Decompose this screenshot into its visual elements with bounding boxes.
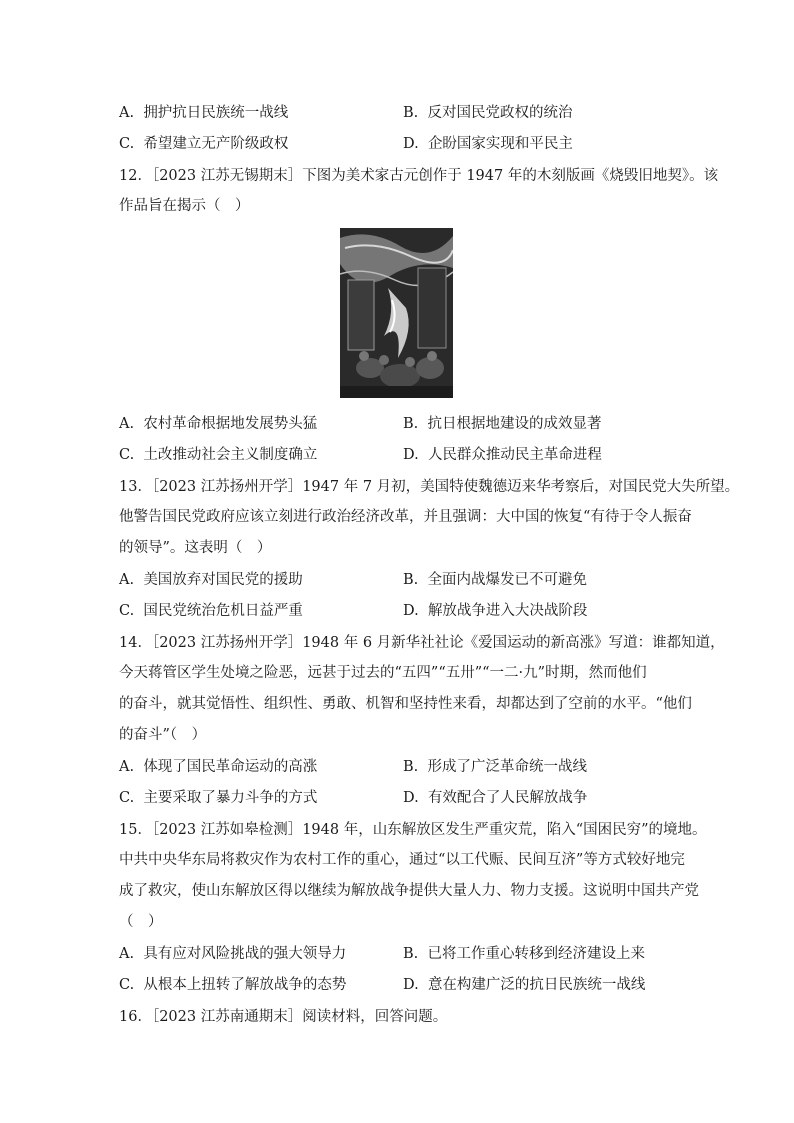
q11-option-b[interactable]: B. 反对国民党政权的统治: [403, 105, 573, 121]
q13-stem-line2: 他警告国民党政府应该立刻进行政治经济改革，并且强调：大中国的恢复“有待于令人振奋: [119, 509, 692, 525]
q14-option-a[interactable]: A. 体现了国民革命运动的高涨: [119, 759, 318, 775]
q12-option-d[interactable]: D. 人民群众推动民主革命进程: [403, 447, 602, 463]
q14-stem-line3: 的奋斗，就其觉悟性、组织性、勇敢、机智和坚持性来看，却都达到了空前的水平。“他们: [119, 696, 692, 712]
q15-option-b[interactable]: B. 已将工作重心转移到经济建设上来: [403, 946, 645, 962]
q14-option-b[interactable]: B. 形成了广泛革命统一战线: [403, 759, 587, 775]
q14-stem-line1: 14．［2023 江苏扬州开学］1948 年 6 月新华社社论《爱国运动的新高涨》写道：谁都知道，: [119, 635, 725, 651]
q15-option-a[interactable]: A. 具有应对风险挑战的强大领导力: [119, 946, 347, 962]
q13-option-d[interactable]: D. 解放战争进入大决战阶段: [403, 603, 588, 619]
q12-option-a[interactable]: A. 农村革命根据地发展势头猛: [119, 416, 318, 432]
q12-option-b[interactable]: B. 抗日根据地建设的成效显著: [403, 416, 602, 432]
q13-stem-line3: 的领导”。这表明（ ）: [119, 540, 272, 556]
q14-option-c[interactable]: C. 主要采取了暴力斗争的方式: [119, 790, 318, 806]
q15-option-d[interactable]: D. 意在构建广泛的抗日民族统一战线: [403, 977, 646, 993]
q13-option-c[interactable]: C. 国民党统治危机日益严重: [119, 603, 303, 619]
q15-stem-line2: 中共中央华东局将救灾作为农村工作的重心，通过“以工代赈、民间互济”等方式较好地完: [119, 852, 685, 868]
q14-stem-line2: 今天蒋管区学生处境之险恶，远甚于过去的“五四”“五卅”“一二·九”时期，然而他们: [119, 665, 647, 681]
q14-option-d[interactable]: D. 有效配合了人民解放战争: [403, 790, 588, 806]
q13-stem-line1: 13．［2023 江苏扬州开学］1947 年 7 月初，美国特使魏德迈来华考察后，对国民党大失所望。: [119, 479, 740, 495]
q14-stem-line4: 的奋斗”（ ）: [119, 727, 207, 743]
q13-option-b[interactable]: B. 全面内战爆发已不可避免: [403, 572, 587, 588]
q12-stem-line1: 12．［2023 江苏无锡期末］下图为美术家古元创作于 1947 年的木刻版画《烧毁旧地契》。该: [119, 168, 719, 184]
q11-option-a[interactable]: A. 拥护抗日民族统一战线: [119, 105, 289, 121]
woodcut-illustration: [340, 228, 453, 398]
q15-stem-line3: 成了救灾，使山东解放区得以继续为解放战争提供大量人力、物力支援。这说明中国共产党: [119, 883, 699, 899]
q15-option-c[interactable]: C. 从根本上扭转了解放战争的态势: [119, 977, 347, 993]
q12-option-c[interactable]: C. 土改推动社会主义制度确立: [119, 447, 318, 463]
q15-stem-line4: （ ）: [119, 914, 163, 930]
q15-stem-line1: 15．［2023 江苏如皋检测］1948 年，山东解放区发生严重灾荒，陷入“国困民穷”的境地。: [119, 822, 707, 838]
q12-stem-line2: 作品旨在揭示（ ）: [119, 198, 250, 214]
q16-stem-line1: 16．［2023 江苏南通期末］阅读材料，回答问题。: [119, 1009, 448, 1025]
q11-option-d[interactable]: D. 企盼国家实现和平民主: [403, 136, 573, 152]
woodcut-print-image: [340, 228, 453, 398]
q13-option-a[interactable]: A. 美国放弃对国民党的援助: [119, 572, 303, 588]
q11-option-c[interactable]: C. 希望建立无产阶级政权: [119, 136, 289, 152]
